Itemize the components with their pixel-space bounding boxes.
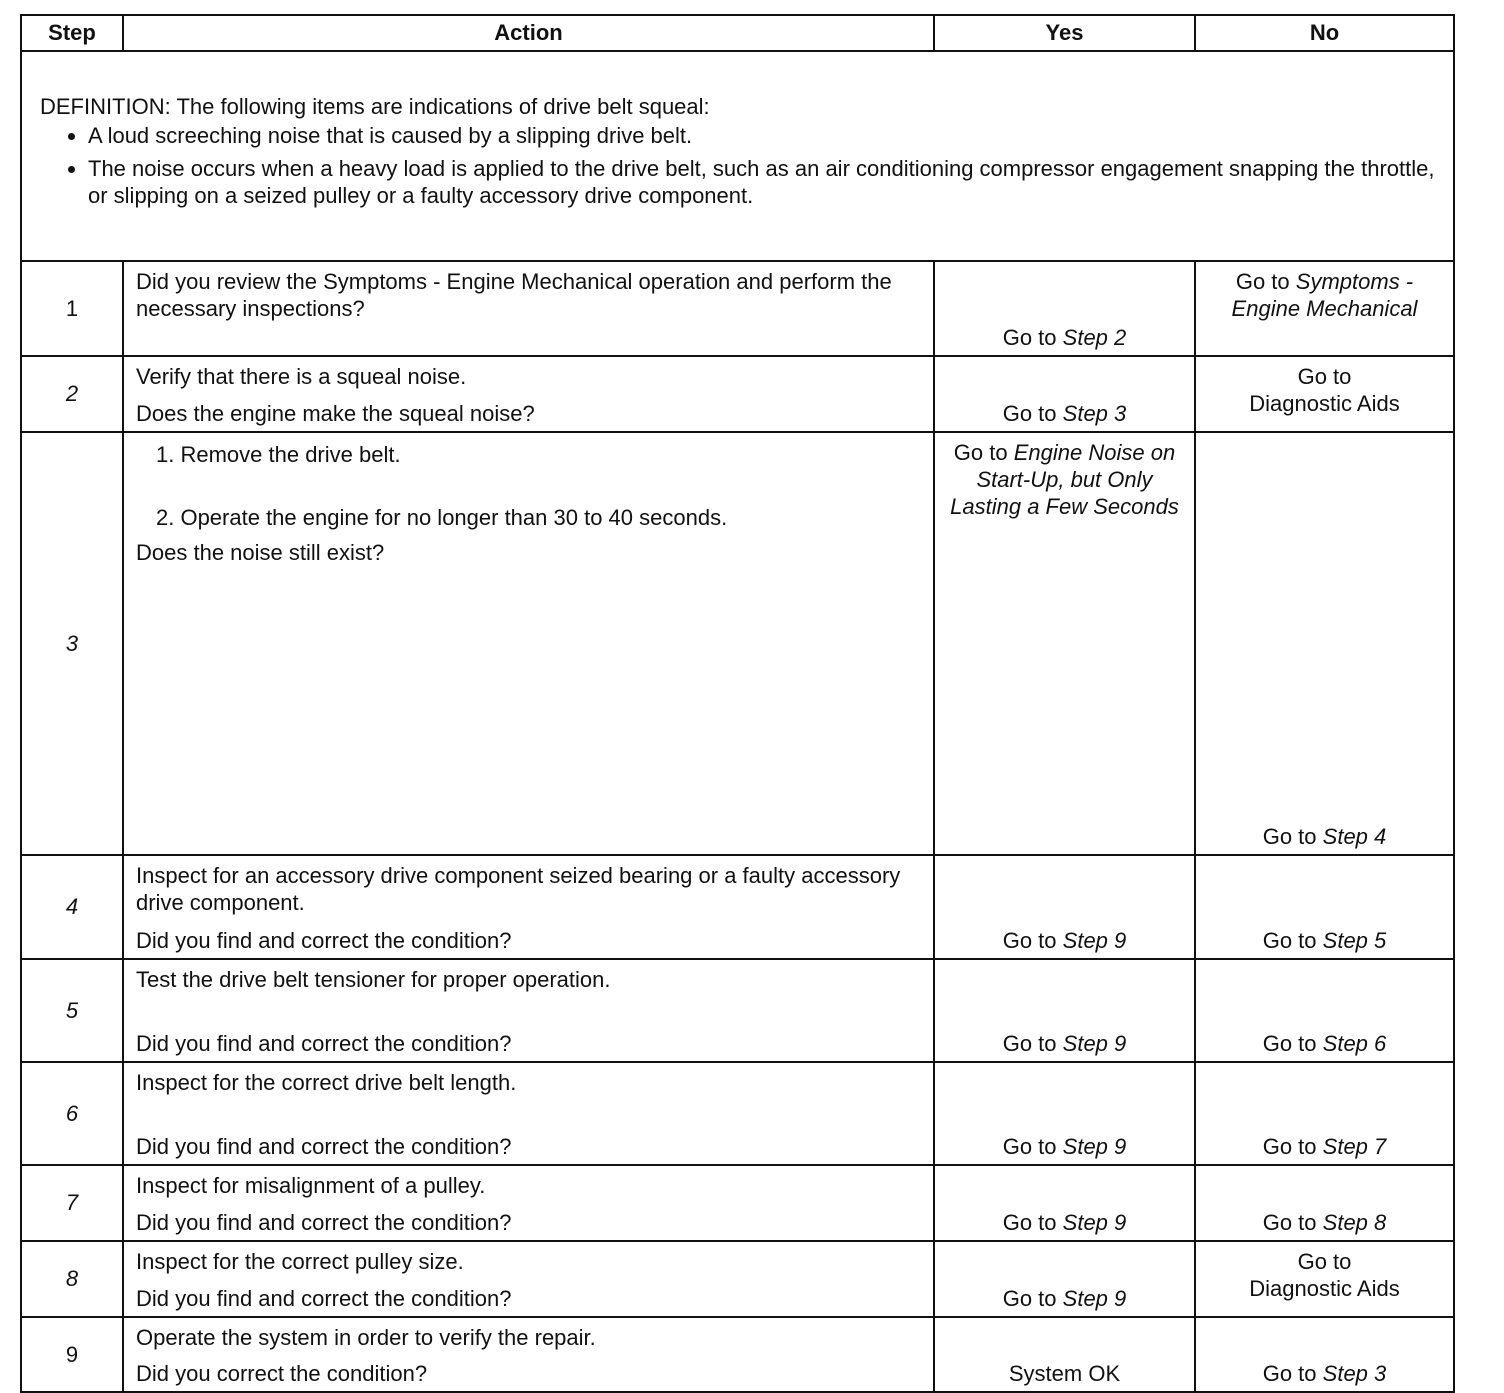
- header-step: Step: [21, 15, 123, 51]
- action-cell: [123, 1317, 934, 1392]
- yes-cell: [934, 432, 1195, 855]
- no-target-link[interactable]: Step 7: [1322, 1134, 1387, 1159]
- step-number: 4: [21, 855, 123, 959]
- no-prefix: Go to: [1235, 269, 1290, 294]
- step-number: 1: [21, 261, 123, 356]
- no-target-link[interactable]: Step 8: [1322, 1210, 1387, 1235]
- yes-target-link[interactable]: Step 9: [1062, 1134, 1127, 1159]
- action-question: Does the engine make the squeal noise?: [136, 401, 535, 426]
- yes-cell: [934, 1317, 1195, 1392]
- yes-prefix: Go to: [1002, 1031, 1057, 1056]
- definition-row: [21, 51, 1454, 261]
- yes-target-link[interactable]: Step 9: [1062, 1210, 1127, 1235]
- yes-target-link[interactable]: Step 9: [1062, 928, 1127, 953]
- table-row: [21, 1165, 1454, 1241]
- header-row: [21, 15, 1454, 51]
- no-target-link[interactable]: Step 5: [1322, 928, 1387, 953]
- action-cell: [123, 1062, 934, 1165]
- no-prefix: Go to: [1262, 1361, 1317, 1386]
- no-target-link[interactable]: Step 6: [1322, 1031, 1387, 1056]
- action-line: 2. Operate the engine for no longer than 30 to 40 seconds.: [156, 505, 728, 530]
- table-row: [21, 1062, 1454, 1165]
- action-cell: [123, 1165, 934, 1241]
- yes-prefix: Go to: [1002, 401, 1057, 426]
- no-target[interactable]: Diagnostic Aids: [1249, 1276, 1400, 1301]
- table-row: [21, 356, 1454, 432]
- no-cell: [1195, 1317, 1454, 1392]
- yes-prefix: Go to: [1002, 1134, 1057, 1159]
- no-prefix: Go to: [1262, 824, 1317, 849]
- no-cell: [1195, 855, 1454, 959]
- yes-target-link[interactable]: Engine Noise on Start-Up, but Only Lasting a Few Seconds: [950, 440, 1179, 519]
- step-number: 2: [21, 356, 123, 432]
- yes-target-link[interactable]: Step 3: [1062, 401, 1127, 426]
- action-line: 1. Remove the drive belt.: [156, 442, 401, 467]
- action-question: Did you find and correct the condition?: [136, 1210, 512, 1235]
- action-question: Did you find and correct the condition?: [136, 1134, 512, 1159]
- no-cell: [1195, 356, 1454, 432]
- definition-title: DEFINITION: The following items are indications of drive belt squeal:: [40, 94, 710, 119]
- action-cell: [123, 1241, 934, 1317]
- table-row: [21, 1317, 1454, 1392]
- no-prefix: Go to: [1262, 928, 1317, 953]
- header-no: No: [1195, 15, 1454, 51]
- step-number: 8: [21, 1241, 123, 1317]
- step-number: 9: [21, 1317, 123, 1392]
- no-prefix: Go to: [1297, 1249, 1352, 1274]
- table-row: [21, 1241, 1454, 1317]
- yes-prefix: Go to: [1002, 1286, 1057, 1311]
- action-cell: [123, 356, 934, 432]
- table-row: [21, 261, 1454, 356]
- yes-cell: [934, 1062, 1195, 1165]
- action-cell: [123, 855, 934, 959]
- action-question: Did you find and correct the condition?: [136, 1031, 512, 1056]
- action-question: Did you find and correct the condition?: [136, 1286, 512, 1311]
- yes-target[interactable]: System OK: [1008, 1361, 1121, 1386]
- table-row: [21, 432, 1454, 855]
- step-number: 5: [21, 959, 123, 1062]
- yes-prefix: Go to: [953, 440, 1008, 465]
- no-cell: [1195, 1241, 1454, 1317]
- action-line: Verify that there is a squeal noise.: [136, 364, 467, 389]
- action-line: Inspect for the correct drive belt length.: [136, 1070, 517, 1095]
- yes-cell: [934, 855, 1195, 959]
- diagnostic-table: [20, 14, 1455, 1393]
- definition-bullet: • The noise occurs when a heavy load is applied to the drive belt, such as an air conditioning compressor engagement snapping the throttle, or slipping on a seized pulley or a faulty accessory drive component.: [88, 155, 1435, 209]
- step-number: 6: [21, 1062, 123, 1165]
- action-question: Did you correct the condition?: [136, 1361, 428, 1386]
- header-action: Action: [123, 15, 934, 51]
- no-cell: [1195, 432, 1454, 855]
- action-cell: [123, 261, 934, 356]
- definition-bullet: • A loud screeching noise that is caused by a slipping drive belt.: [88, 122, 1435, 149]
- table-row: [21, 959, 1454, 1062]
- no-prefix: Go to: [1297, 364, 1352, 389]
- definition-list: [40, 122, 1435, 209]
- yes-target-link[interactable]: Step 2: [1062, 325, 1127, 350]
- action-line: Test the drive belt tensioner for proper operation.: [136, 967, 611, 992]
- yes-target-link[interactable]: Step 9: [1062, 1031, 1127, 1056]
- no-prefix: Go to: [1262, 1031, 1317, 1056]
- no-prefix: Go to: [1262, 1210, 1317, 1235]
- action-line: Inspect for the correct pulley size.: [136, 1249, 464, 1274]
- action-question: Does the noise still exist?: [136, 540, 385, 565]
- header-yes: Yes: [934, 15, 1195, 51]
- yes-cell: [934, 356, 1195, 432]
- action-line: Operate the system in order to verify the repair.: [136, 1325, 596, 1350]
- no-target-link[interactable]: Step 3: [1322, 1361, 1387, 1386]
- no-target[interactable]: Diagnostic Aids: [1249, 391, 1400, 416]
- no-cell: [1195, 1062, 1454, 1165]
- no-cell: [1195, 959, 1454, 1062]
- yes-cell: [934, 1165, 1195, 1241]
- yes-target-link[interactable]: Step 9: [1062, 1286, 1127, 1311]
- table-row: [21, 855, 1454, 959]
- action-line: Did you review the Symptoms - Engine Mechanical operation and perform the necessary inspections?: [136, 269, 892, 321]
- no-target-link[interactable]: Step 4: [1322, 824, 1387, 849]
- action-question: Did you find and correct the condition?: [136, 928, 512, 953]
- no-target-link[interactable]: Symptoms - Engine Mechanical: [1231, 269, 1418, 321]
- step-number: 7: [21, 1165, 123, 1241]
- no-cell: [1195, 1165, 1454, 1241]
- action-line: Inspect for an accessory drive component seized bearing or a faulty accessory drive component.: [136, 863, 901, 915]
- yes-prefix: Go to: [1002, 325, 1057, 350]
- yes-cell: [934, 1241, 1195, 1317]
- action-cell: [123, 432, 934, 855]
- yes-prefix: Go to: [1002, 928, 1057, 953]
- no-prefix: Go to: [1262, 1134, 1317, 1159]
- yes-cell: [934, 959, 1195, 1062]
- action-line: Inspect for misalignment of a pulley.: [136, 1173, 486, 1198]
- no-cell: [1195, 261, 1454, 356]
- action-cell: [123, 959, 934, 1062]
- yes-prefix: Go to: [1002, 1210, 1057, 1235]
- yes-cell: [934, 261, 1195, 356]
- step-number: 3: [21, 432, 123, 855]
